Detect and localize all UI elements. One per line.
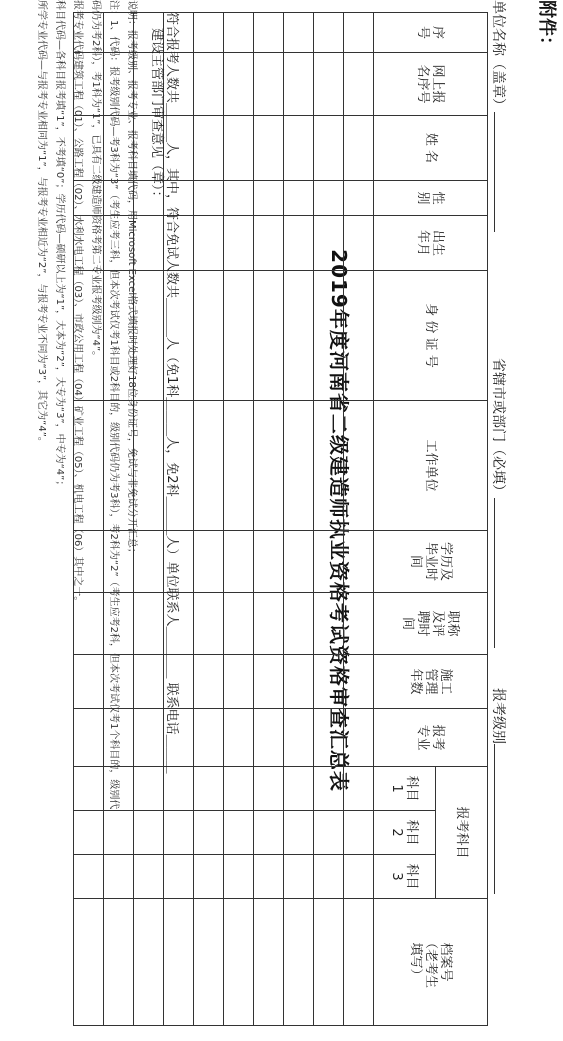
col-header-education-l1: 学历及 [438,541,453,581]
table-cell[interactable] [314,655,344,709]
col-header-archive-no-l1: 档案号 [438,942,453,982]
table-cell[interactable] [194,401,224,531]
prefecture-label: 省辖市或部门（必填） [490,358,506,498]
col-header-exam-major [374,709,488,767]
table-cell[interactable] [344,271,374,401]
table-cell[interactable] [314,116,344,181]
col-header-gender-l2: 别 [415,191,431,205]
col-header-subject-2-l1: 科目 [404,819,420,846]
table-cell[interactable] [254,899,284,1026]
table-cell[interactable] [254,401,284,531]
col-header-education-l3: 间 [408,554,423,568]
table-cell[interactable] [284,181,314,216]
col-header-birth-l2: 年月 [415,229,431,256]
table-row [224,13,254,1026]
table-cell[interactable] [314,181,344,216]
prefecture-field [489,358,509,648]
table-cell[interactable] [194,593,224,655]
table-cell[interactable] [344,899,374,1026]
col-header-subject-2-l2: 2 [389,828,405,837]
table-cell[interactable] [314,593,344,655]
table-cell[interactable] [344,116,374,181]
table-cell[interactable] [254,709,284,767]
table-cell[interactable] [194,655,224,709]
table-cell[interactable] [284,655,314,709]
table-cell[interactable] [254,13,284,53]
table-cell[interactable] [284,401,314,531]
col-header-exam-subjects: 报考科目 [436,767,488,899]
exam-level-blank [494,744,509,894]
table-cell[interactable] [314,53,344,116]
table-cell[interactable] [344,593,374,655]
table-row [344,13,374,1026]
note-line-5: 科目代码—各科目报考填“1”，不考填“0”；学历代码—硕研以上为“1”，大本为“2”，大专为“3”，中专为“4”； [54,0,65,491]
col-header-subject-3-l2: 3 [389,872,405,881]
table-cell[interactable] [224,53,254,116]
table-cell[interactable] [314,271,344,401]
table-cell[interactable] [254,855,284,899]
exam-level-label: 报考级别 [490,688,506,744]
table-cell[interactable] [284,811,314,855]
table-cell[interactable] [254,531,284,593]
table-cell[interactable] [164,811,194,855]
table-cell[interactable] [194,271,224,401]
col-header-construction-years-l3: 年数 [408,668,423,695]
table-cell[interactable] [284,216,314,271]
table-cell[interactable] [224,767,254,811]
col-header-archive-no-l2: （老考生 [423,935,438,988]
col-header-gender-l1: 性 [430,191,446,205]
table-cell[interactable] [344,216,374,271]
table-cell[interactable] [74,767,104,811]
table-cell[interactable] [344,401,374,531]
document-title: 2019年度河南省二级建造师执业资格考试资格审查汇总表 [327,249,351,792]
note-line-2: 注：1、代码：报考级别代码—考3科为“3”（考生应考三科，但本次考试仅考1科目或2科目的，级别代码仍为考3科），考2科为“2”（考生应考2科，但本次考试仅考1个科目的，级别代 [108,0,119,810]
col-header-title-cert [374,593,488,655]
exam-level-field [489,688,509,894]
table-cell[interactable] [284,855,314,899]
col-header-exam-major-l1: 报考 [430,724,446,751]
table-cell[interactable] [134,655,164,709]
table-cell[interactable] [284,13,314,53]
table-row [314,13,344,1026]
table-cell[interactable] [314,767,344,811]
table-cell[interactable] [194,13,224,53]
table-cell[interactable] [344,655,374,709]
table-cell[interactable] [104,811,134,855]
table-cell[interactable] [224,811,254,855]
table-cell[interactable] [284,116,314,181]
table-cell[interactable] [224,655,254,709]
table-cell[interactable] [224,709,254,767]
table-cell[interactable] [344,855,374,899]
table-cell[interactable] [74,899,104,1026]
table-cell[interactable] [224,531,254,593]
col-header-construction-years [374,655,488,709]
table-cell[interactable] [74,709,104,767]
table-cell[interactable] [194,811,224,855]
col-header-subject-3-l1: 科目 [404,863,420,890]
col-header-online-seq [374,53,488,116]
table-cell[interactable] [254,181,284,216]
col-header-title-cert-l4: 间 [400,616,416,630]
table-cell[interactable] [194,709,224,767]
col-header-construction-years-l2: 管理 [423,668,438,695]
table-cell[interactable] [134,709,164,767]
table-cell[interactable] [164,899,194,1026]
table-cell[interactable] [224,13,254,53]
table-cell[interactable] [254,116,284,181]
table-cell[interactable] [74,811,104,855]
table-cell[interactable] [284,271,314,401]
col-header-seq [374,13,488,53]
col-header-exam-major-l2: 专业 [415,724,431,751]
table-row [194,13,224,1026]
note-line-4: 报考专业代码建筑工程（01）、公路工程（02）、水利水电工程（03）、市政公用工程（04）矿业工程（05）、机电工程（06）其中之一。 [72,0,83,607]
table-cell[interactable] [224,271,254,401]
table-cell[interactable] [134,767,164,811]
table-cell[interactable] [224,116,254,181]
col-header-subject-1-l2: 1 [389,784,405,793]
table-cell[interactable] [194,216,224,271]
col-header-education [374,531,488,593]
unit-name-field [489,0,509,232]
table-cell[interactable] [254,593,284,655]
table-cell[interactable] [134,855,164,899]
table-cell[interactable] [74,855,104,899]
note-line-3: 码仍为考2科），考1科为“1”，已具有二级建造师资格考第二专业报考级别为“4”。 [90,0,101,362]
table-cell[interactable] [254,53,284,116]
col-header-subject-1-l1: 科目 [404,775,420,802]
unit-name-label: 单位名称（盖章） [490,0,506,112]
table-cell[interactable] [74,655,104,709]
table-cell[interactable] [134,593,164,655]
table-row [254,13,284,1026]
col-header-work-unit: 工作单位 [374,401,488,531]
table-cell[interactable] [314,811,344,855]
table-cell[interactable] [314,855,344,899]
col-header-education-l2: 毕业时 [423,541,438,581]
table-cell[interactable] [284,593,314,655]
note-line-6: 所学专业代码—与报考专业相同为“1”，与报考专业相近为“2”，与报考专业不同为“3”，其它为“4”。 [36,0,47,447]
col-header-name: 姓 名 [374,116,488,181]
table-cell[interactable] [194,767,224,811]
col-header-id-number: 身 份 证 号 [374,271,488,401]
table-cell[interactable] [194,531,224,593]
table-cell[interactable] [194,855,224,899]
col-header-subject-3 [374,855,436,899]
table-cell[interactable] [284,709,314,767]
table-cell[interactable] [314,401,344,531]
table-cell[interactable] [344,13,374,53]
prefecture-blank [494,498,509,648]
table-cell[interactable] [284,53,314,116]
table-cell[interactable] [284,531,314,593]
table-cell[interactable] [344,709,374,767]
table-cell[interactable] [104,899,134,1026]
col-header-birth-l1: 出生 [430,229,446,256]
col-header-birth [374,216,488,271]
table-cell[interactable] [224,593,254,655]
table-cell[interactable] [314,709,344,767]
table-cell[interactable] [254,271,284,401]
table-cell[interactable] [224,401,254,531]
table-cell[interactable] [134,811,164,855]
attachment-label: 附件： [536,0,557,54]
table-cell[interactable] [284,899,314,1026]
table-cell[interactable] [194,899,224,1026]
table-cell[interactable] [314,13,344,53]
col-header-title-cert-l2: 及评 [430,610,446,637]
table-cell[interactable] [194,181,224,216]
table-cell[interactable] [224,216,254,271]
table-cell[interactable] [254,216,284,271]
table-cell[interactable] [344,53,374,116]
col-header-seq-l2: 号 [415,25,431,39]
col-header-construction-years-l1: 施工 [438,668,453,695]
col-header-seq-l1: 序 [430,25,446,39]
table-cell[interactable] [224,181,254,216]
col-header-archive-no-l3: 填写） [408,942,423,982]
table-cell[interactable] [194,116,224,181]
footer-review-line: 建设主管部门审查意见（章）： [149,28,164,204]
table-cell[interactable] [164,855,194,899]
table-row [284,13,314,1026]
table-cell[interactable] [314,216,344,271]
table-cell[interactable] [254,767,284,811]
col-header-title-cert-l3: 聘时 [415,610,431,637]
col-header-online-seq-l2: 名序号 [415,64,431,104]
table-cell[interactable] [254,811,284,855]
table-cell[interactable] [344,811,374,855]
table-cell[interactable] [224,899,254,1026]
table-cell[interactable] [134,899,164,1026]
col-header-gender [374,181,488,216]
table-cell[interactable] [314,531,344,593]
table-cell[interactable] [104,855,134,899]
footer-summary-line: 符合报考人数共＿＿＿人，其中，符合免试人数共＿＿＿人（免1科＿＿＿人，免2科＿＿＿人）单位联系人＿＿＿＿ 联系电话＿＿＿ [164,12,179,774]
col-header-online-seq-l1: 网上报 [430,64,446,104]
table-cell[interactable] [284,767,314,811]
unit-name-blank [494,112,509,232]
col-header-archive-no [374,899,488,1026]
table-cell[interactable] [344,767,374,811]
table-cell[interactable] [254,655,284,709]
table-cell[interactable] [314,899,344,1026]
table-cell[interactable] [344,181,374,216]
table-cell[interactable] [194,53,224,116]
col-header-subject-1 [374,767,436,811]
note-line-1: 说明：报考级别、报考专业、报考科目填代码，用Microsoft Excel格式填报时处理好18位身份证号，免试与非免试分开汇总； [126,0,137,558]
col-header-title-cert-l1: 职称 [445,610,461,637]
table-cell[interactable] [344,531,374,593]
table-cell[interactable] [224,855,254,899]
col-header-subject-2 [374,811,436,855]
